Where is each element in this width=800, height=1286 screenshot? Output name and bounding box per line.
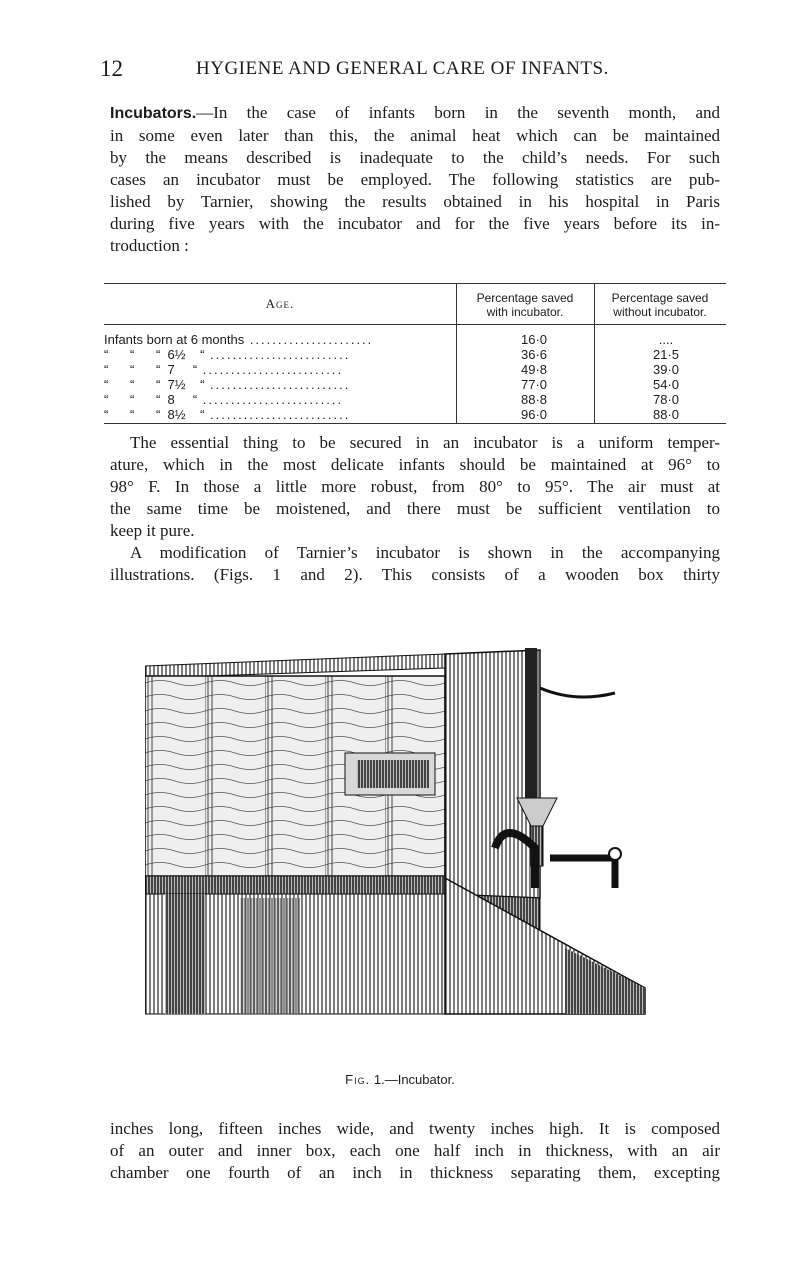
intro-line: Incubators.—In the case of infants born in the seventh month, and: [110, 103, 720, 122]
section-heading: Incubators.: [110, 105, 197, 122]
header-without-incubator: Percentage saved without incubator.: [611, 291, 709, 319]
statistics-table: [104, 283, 726, 423]
table-row: “ “ “ 7 “ ......................... 49·8 39·0: [104, 362, 680, 377]
page-number: 12: [100, 56, 123, 81]
running-title: HYGIENE AND GENERAL CARE OF INFANTS.: [196, 58, 609, 79]
header-age: Age.: [265, 296, 295, 311]
intro-paragraph: [110, 102, 720, 257]
table-row: “ “ “ 8½ “ ......................... 96·0 88·0: [104, 407, 680, 422]
table-row: “ “ “ 8 “ ......................... 88·8 78·0: [104, 392, 680, 407]
body-paragraph: inches long, fifteen inches wide, and twenty inches high. It is composed of an outer and inner box, each one half inch in thickness, with an air chamber one fourth of an inch in thickness separating them, excepting: [110, 1119, 720, 1182]
intro-line: troduction :: [110, 236, 189, 255]
figure-label: Fig.: [345, 1072, 371, 1087]
intro-line: in some even later than this, the animal heat which can be maintained: [110, 126, 720, 145]
incubator-illustration: [145, 648, 665, 1068]
figure-caption-text: 1.—Incubator.: [373, 1072, 455, 1087]
table-bottom-rule: [104, 423, 726, 424]
table-row: “ “ “ 6½ “ ......................... 36·6 21·5: [104, 347, 680, 362]
table-row: Infants born at 6 months ...................... 16·0 ....: [104, 332, 674, 347]
intro-line: during five years with the incubator and for the five years before its in-: [110, 214, 720, 233]
body-paragraph: A modification of Tarnier’s incubator is shown in the accompanying illustrations. (Figs. 1 and 2). This consists of a wooden box thirty: [110, 543, 720, 584]
intro-line: lished by Tarnier, showing the results obtained in his hospital in Paris: [110, 192, 720, 211]
running-head: [100, 56, 720, 82]
header-with-incubator: Percentage saved with incubator.: [476, 291, 574, 319]
intro-line: by the means described is inadequate to the child’s needs. For such: [110, 148, 720, 167]
table-top-rule: [104, 283, 726, 284]
body-paragraph: The essential thing to be secured in an incubator is a uniform temper- ature, which in the most delicate infants should be maintained at 96° to 98° F. In those a little more robust, from 80° to 95°. The air must at the same time be moistened, and there must be sufficient ventilation to keep it pure.: [110, 433, 720, 540]
table-row: “ “ “ 7½ “ ......................... 77·0 54·0: [104, 377, 680, 392]
figure-caption: [0, 1072, 800, 1087]
table-header-rule: [104, 324, 726, 325]
intro-line: cases an incubator must be employed. The following statistics are pub-: [110, 170, 720, 189]
